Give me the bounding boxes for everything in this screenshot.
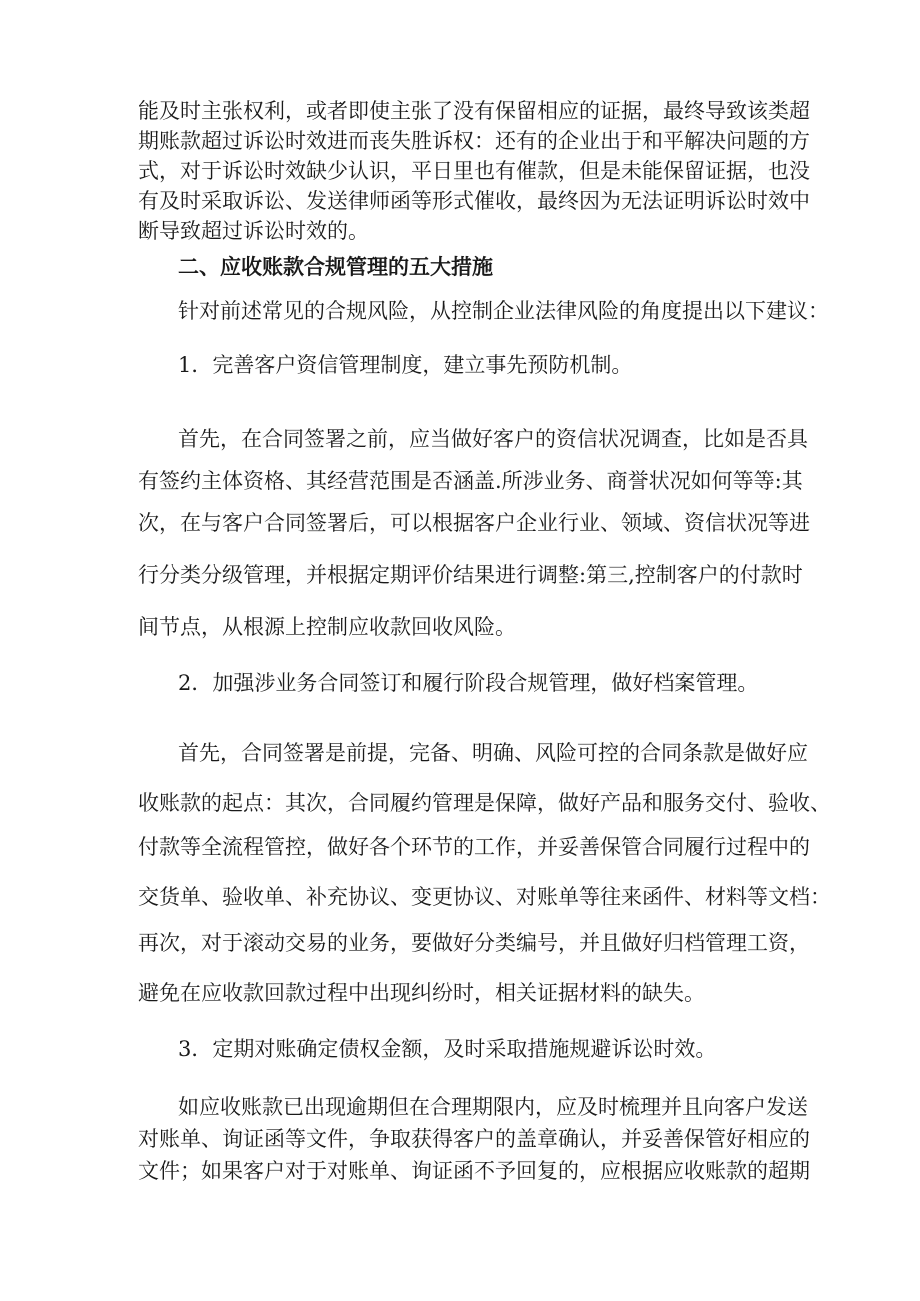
paragraph-line: 收账款的起点：其次，合同履约管理是保障，做好产品和服务交付、验收、 — [138, 791, 831, 815]
paragraph-line: 付款等全流程管控，做好各个环节的工作，并妥善保管合同履行过程中的 — [138, 835, 810, 859]
paragraph-line: 有签约主体资格、其经营范围是否涵盖.所涉业务、商誉状况如何等等:其 — [138, 469, 803, 493]
paragraph-line: 如应收账款已出现逾期但在合理期限内，应及时梳理并且向客户发送 — [178, 1095, 808, 1119]
paragraph-line: 有及时采取诉讼、发送律师函等形式催收，最终因为无法证明诉讼时效中 — [138, 189, 810, 213]
paragraph-line: 断导致超过诉讼时效的。 — [138, 219, 369, 243]
paragraph-line: 交货单、验收单、补充协议、变更协议、对账单等往来函件、材料等文档： — [138, 885, 831, 909]
paragraph-line: 首先，在合同签署之前，应当做好客户的资信状况调查，比如是否具 — [178, 427, 808, 451]
paragraph-line: 期账款超过诉讼时效进而丧失胜诉权：还有的企业出于和平解决问题的方 — [138, 129, 810, 153]
paragraph-line: 避免在应收款回款过程中出现纠纷时，相关证据材料的缺失。 — [138, 981, 705, 1005]
paragraph-line: 间节点，从根源上控制应收款回收风险。 — [138, 615, 516, 639]
item-3-title: 3．定期对账确定债权金额，及时采取措施规避诉讼时效。 — [178, 1037, 717, 1061]
section-heading: 二、应收账款合规管理的五大措施 — [178, 255, 493, 279]
paragraph-line: 次，在与客户合同签署后，可以根据客户企业行业、领域、资信状况等进 — [138, 511, 810, 535]
paragraph-line: 式，对于诉讼时效缺少认识，平日里也有催款，但是未能保留证据，也没 — [138, 159, 810, 183]
paragraph-line: 能及时主张权利，或者即使主张了没有保留相应的证据，最终导致该类超 — [138, 99, 810, 123]
paragraph-line: 对账单、询证函等文件，争取获得客户的盖章确认，并妥善保管好相应的 — [138, 1127, 810, 1151]
paragraph-line: 文件；如果客户对于对账单、询证函不予回复的，应根据应收账款的超期 — [138, 1159, 810, 1183]
item-1-title: 1．完善客户资信管理制度，建立事先预防机制。 — [178, 353, 633, 377]
paragraph-line: 再次，对于滚动交易的业务，要做好分类编号，并且做好归档管理工资， — [138, 931, 810, 955]
intro-paragraph: 针对前述常见的合规风险，从控制企业法律风险的角度提出以下建议： — [178, 299, 829, 323]
paragraph-line: 行分类分级管理，并根据定期评价结果进行调整:第三,控制客户的付款时 — [138, 563, 803, 587]
paragraph-line: 首先，合同签署是前提，完备、明确、风险可控的合同条款是做好应 — [178, 741, 808, 765]
item-2-title: 2．加强涉业务合同签订和履行阶段合规管理，做好档案管理。 — [178, 671, 759, 695]
